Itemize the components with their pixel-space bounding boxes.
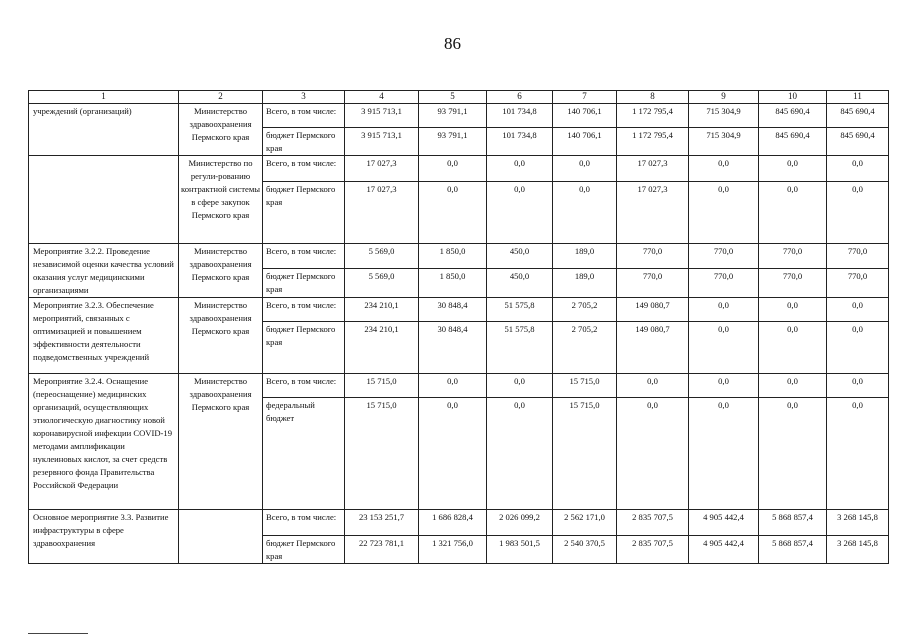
amount-cell: 15 715,0 — [553, 374, 617, 398]
amount-cell: 0,0 — [827, 374, 889, 398]
column-number: 4 — [345, 91, 419, 104]
amount-cell: 770,0 — [759, 244, 827, 269]
amount-cell: 845 690,4 — [827, 104, 889, 128]
amount-cell: 23 153 251,7 — [345, 510, 419, 536]
amount-cell: 845 690,4 — [759, 104, 827, 128]
amount-cell: 770,0 — [759, 268, 827, 297]
responsible-org-cell: Министерство здравоохранения Пермского края — [179, 104, 263, 156]
amount-cell: 770,0 — [827, 268, 889, 297]
amount-cell: 3 915 713,1 — [345, 104, 419, 128]
amount-cell: 30 848,4 — [419, 298, 487, 322]
activity-name-cell: Мероприятие 3.2.4. Оснащение (переоснащение) медицинских организаций, осуществляющих этиологическую диагностику новой коронавирусной инфекции COVID-19 методами амплификации нуклеиновых кислот, за счет средств резервного фонда Правительства Российской Федерации — [29, 374, 179, 510]
amount-cell: 1 850,0 — [419, 268, 487, 297]
amount-cell: 93 791,1 — [419, 128, 487, 156]
funding-source-cell: Всего, в том числе: — [263, 510, 345, 536]
amount-cell: 140 706,1 — [553, 104, 617, 128]
amount-cell: 2 705,2 — [553, 322, 617, 374]
activity-name-cell: учреждений (организаций) — [29, 104, 179, 156]
amount-cell: 189,0 — [553, 244, 617, 269]
page-number: 86 — [444, 34, 461, 53]
amount-cell: 234 210,1 — [345, 322, 419, 374]
amount-cell: 0,0 — [759, 322, 827, 374]
budget-table — [28, 90, 889, 564]
column-number: 9 — [689, 91, 759, 104]
amount-cell: 17 027,3 — [617, 156, 689, 182]
amount-cell: 3 268 145,8 — [827, 510, 889, 536]
amount-cell: 1 850,0 — [419, 244, 487, 269]
amount-cell: 450,0 — [487, 244, 553, 269]
column-number: 10 — [759, 91, 827, 104]
amount-cell: 3 915 713,1 — [345, 128, 419, 156]
amount-cell: 0,0 — [419, 398, 487, 510]
funding-source-cell: федеральный бюджет — [263, 398, 345, 510]
amount-cell: 15 715,0 — [345, 374, 419, 398]
amount-cell: 770,0 — [689, 244, 759, 269]
amount-cell: 140 706,1 — [553, 128, 617, 156]
bottom-rule — [28, 633, 88, 634]
amount-cell: 0,0 — [419, 182, 487, 244]
amount-cell: 101 734,8 — [487, 104, 553, 128]
column-number: 1 — [29, 91, 179, 104]
amount-cell: 845 690,4 — [759, 128, 827, 156]
table-row — [29, 244, 889, 269]
amount-cell: 5 569,0 — [345, 244, 419, 269]
responsible-org-cell: Министерство здравоохранения Пермского края — [179, 244, 263, 298]
amount-cell: 51 575,8 — [487, 298, 553, 322]
amount-cell: 0,0 — [689, 182, 759, 244]
amount-cell: 0,0 — [827, 322, 889, 374]
amount-cell: 0,0 — [419, 374, 487, 398]
table-row — [29, 374, 889, 398]
amount-cell: 2 562 171,0 — [553, 510, 617, 536]
amount-cell: 17 027,3 — [617, 182, 689, 244]
funding-source-cell: Всего, в том числе: — [263, 298, 345, 322]
amount-cell: 450,0 — [487, 268, 553, 297]
column-number: 11 — [827, 91, 889, 104]
amount-cell: 1 172 795,4 — [617, 128, 689, 156]
funding-source-cell: бюджет Пермского края — [263, 128, 345, 156]
amount-cell: 5 868 857,4 — [759, 536, 827, 564]
responsible-org-cell: Министерство здравоохранения Пермского края — [179, 374, 263, 510]
amount-cell: 2 705,2 — [553, 298, 617, 322]
amount-cell: 715 304,9 — [689, 128, 759, 156]
amount-cell: 22 723 781,1 — [345, 536, 419, 564]
column-number: 7 — [553, 91, 617, 104]
amount-cell: 2 835 707,5 — [617, 510, 689, 536]
amount-cell: 0,0 — [689, 398, 759, 510]
column-number: 6 — [487, 91, 553, 104]
column-number: 3 — [263, 91, 345, 104]
amount-cell: 51 575,8 — [487, 322, 553, 374]
amount-cell: 0,0 — [553, 156, 617, 182]
amount-cell: 3 268 145,8 — [827, 536, 889, 564]
amount-cell: 234 210,1 — [345, 298, 419, 322]
amount-cell: 17 027,3 — [345, 182, 419, 244]
funding-source-cell: бюджет Пермского края — [263, 536, 345, 564]
amount-cell: 845 690,4 — [827, 128, 889, 156]
amount-cell: 0,0 — [759, 398, 827, 510]
table-row — [29, 298, 889, 322]
amount-cell: 0,0 — [759, 298, 827, 322]
amount-cell: 0,0 — [689, 374, 759, 398]
amount-cell: 0,0 — [553, 182, 617, 244]
responsible-org-cell: Министерство здравоохранения Пермского края — [179, 298, 263, 374]
amount-cell: 30 848,4 — [419, 322, 487, 374]
table-row — [29, 510, 889, 536]
amount-cell: 17 027,3 — [345, 156, 419, 182]
activity-name-cell: Мероприятие 3.2.3. Обеспечение мероприятий, связанных с оптимизацией и повышением эффективности деятельности подведомственных учреждений — [29, 298, 179, 374]
amount-cell: 0,0 — [827, 156, 889, 182]
amount-cell: 15 715,0 — [345, 398, 419, 510]
amount-cell: 0,0 — [689, 156, 759, 182]
column-number: 2 — [179, 91, 263, 104]
amount-cell: 0,0 — [827, 398, 889, 510]
responsible-org-cell: Министерство по регули-рованию контрактной системы в сфере закупок Пермского края — [179, 156, 263, 244]
amount-cell: 770,0 — [827, 244, 889, 269]
amount-cell: 4 905 442,4 — [689, 536, 759, 564]
amount-cell: 0,0 — [689, 322, 759, 374]
amount-cell: 5 569,0 — [345, 268, 419, 297]
column-number-row — [29, 91, 889, 104]
amount-cell: 0,0 — [487, 374, 553, 398]
activity-name-cell: Основное мероприятие 3.3. Развитие инфраструктуры в сфере здравоохранения — [29, 510, 179, 564]
amount-cell: 93 791,1 — [419, 104, 487, 128]
column-number: 8 — [617, 91, 689, 104]
amount-cell: 1 172 795,4 — [617, 104, 689, 128]
funding-source-cell: Всего, в том числе: — [263, 156, 345, 182]
amount-cell: 0,0 — [689, 298, 759, 322]
column-number: 5 — [419, 91, 487, 104]
activity-name-cell — [29, 156, 179, 244]
funding-source-cell: Всего, в том числе: — [263, 374, 345, 398]
funding-source-cell: бюджет Пермского края — [263, 182, 345, 244]
funding-source-cell: Всего, в том числе: — [263, 104, 345, 128]
amount-cell: 2 026 099,2 — [487, 510, 553, 536]
amount-cell: 4 905 442,4 — [689, 510, 759, 536]
amount-cell: 770,0 — [617, 268, 689, 297]
amount-cell: 0,0 — [759, 182, 827, 244]
amount-cell: 0,0 — [759, 156, 827, 182]
amount-cell: 0,0 — [759, 374, 827, 398]
responsible-org-cell — [179, 510, 263, 564]
table-row — [29, 156, 889, 182]
amount-cell: 2 835 707,5 — [617, 536, 689, 564]
amount-cell: 149 080,7 — [617, 298, 689, 322]
amount-cell: 0,0 — [827, 298, 889, 322]
amount-cell: 0,0 — [827, 182, 889, 244]
funding-source-cell: бюджет Пермского края — [263, 322, 345, 374]
amount-cell: 770,0 — [617, 244, 689, 269]
amount-cell: 189,0 — [553, 268, 617, 297]
amount-cell: 149 080,7 — [617, 322, 689, 374]
activity-name-cell: Мероприятие 3.2.2. Проведение независимой оценки качества условий оказания услуг медицинскими организациями — [29, 244, 179, 298]
table-row — [29, 104, 889, 128]
amount-cell: 0,0 — [419, 156, 487, 182]
amount-cell: 1 983 501,5 — [487, 536, 553, 564]
amount-cell: 0,0 — [487, 182, 553, 244]
amount-cell: 770,0 — [689, 268, 759, 297]
amount-cell: 0,0 — [617, 398, 689, 510]
funding-source-cell: Всего, в том числе: — [263, 244, 345, 269]
amount-cell: 0,0 — [487, 398, 553, 510]
amount-cell: 15 715,0 — [553, 398, 617, 510]
amount-cell: 0,0 — [617, 374, 689, 398]
amount-cell: 1 686 828,4 — [419, 510, 487, 536]
amount-cell: 1 321 756,0 — [419, 536, 487, 564]
amount-cell: 715 304,9 — [689, 104, 759, 128]
amount-cell: 0,0 — [487, 156, 553, 182]
amount-cell: 101 734,8 — [487, 128, 553, 156]
amount-cell: 2 540 370,5 — [553, 536, 617, 564]
amount-cell: 5 868 857,4 — [759, 510, 827, 536]
funding-source-cell: бюджет Пермского края — [263, 268, 345, 297]
